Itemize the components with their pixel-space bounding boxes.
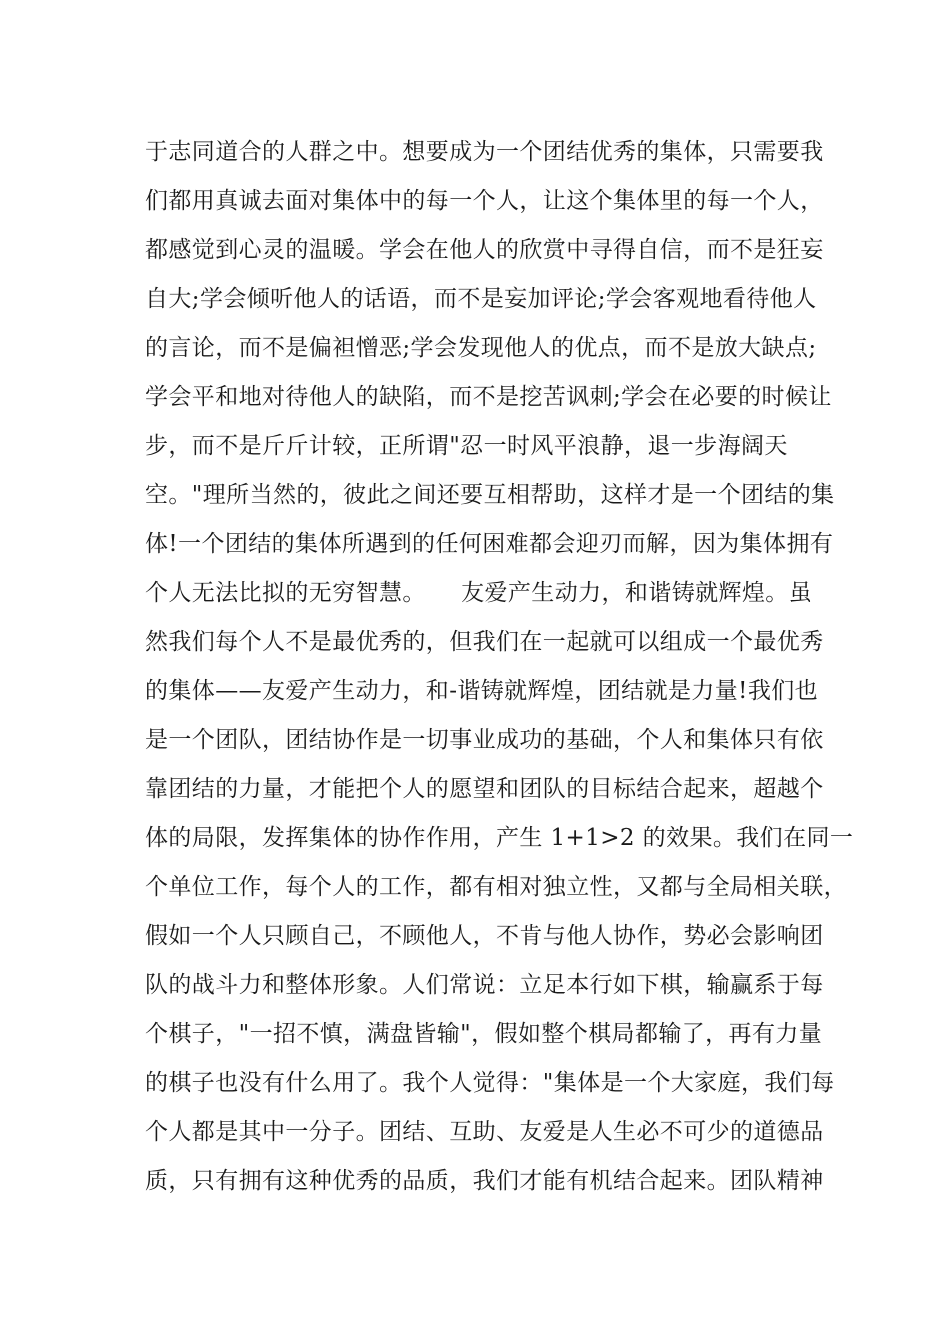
text-line: 个人都是其中一分子。团结、互助、友爱是人生必不可少的道德品 (145, 1119, 824, 1145)
text-line: 步，而不是斤斤计较，正所谓"忍一时风平浪静，退一步海阔天 (145, 433, 788, 459)
text-line: 是一个团队，团结协作是一切事业成功的基础，个人和集体只有依 (145, 727, 824, 753)
text-line: 队的战斗力和整体形象。人们常说：立足本行如下棋，输赢系于每 (145, 972, 824, 998)
text-line: 的集体——友爱产生动力，和-谐铸就辉煌，团结就是力量!我们也 (145, 678, 819, 704)
text-line: 个人无法比拟的无穷智慧。 友爱产生动力，和谐铸就辉煌。虽 (145, 580, 813, 606)
text-line: 都感觉到心灵的温暖。学会在他人的欣赏中寻得自信，而不是狂妄 (145, 237, 824, 263)
text-line: 质，只有拥有这种优秀的品质，我们才能有机结合起来。团队精神 (145, 1168, 824, 1194)
body-text (145, 128, 854, 1206)
text-line: 个单位工作，每个人的工作，都有相对独立性，又都与全局相关联， (145, 874, 847, 900)
text-line: 于志同道合的人群之中。想要成为一个团结优秀的集体，只需要我 (145, 139, 824, 165)
text-line: 靠团结的力量，才能把个人的愿望和团队的目标结合起来，超越个 (145, 776, 824, 802)
text-line: 自大;学会倾听他人的话语，而不是妄加评论;学会客观地看待他人 (145, 286, 817, 312)
text-line: 体的局限，发挥集体的协作作用，产生 1+1>2 的效果。我们在同一 (145, 825, 854, 851)
text-line: 的棋子也没有什么用了。我个人觉得："集体是一个大家庭，我们每 (145, 1070, 835, 1096)
text-line: 们都用真诚去面对集体中的每一个人，让这个集体里的每一个人， (145, 188, 824, 214)
text-line: 体!一个团结的集体所遇到的任何困难都会迎刃而解，因为集体拥有 (145, 531, 834, 557)
text-line: 假如一个人只顾自己，不顾他人，不肯与他人协作，势必会影响团 (145, 923, 824, 949)
text-line: 空。"理所当然的，彼此之间还要互相帮助，这样才是一个团结的集 (145, 482, 835, 508)
text-line: 的言论，而不是偏袒憎恶;学会发现他人的优点，而不是放大缺点; (145, 335, 817, 361)
text-line: 个棋子，"一招不慎，满盘皆输"，假如整个棋局都输了，再有力量 (145, 1021, 823, 1047)
text-line: 然我们每个人不是最优秀的，但我们在一起就可以组成一个最优秀 (145, 629, 824, 655)
text-line: 学会平和地对待他人的缺陷，而不是挖苦讽刺;学会在必要的时候让 (145, 384, 832, 410)
